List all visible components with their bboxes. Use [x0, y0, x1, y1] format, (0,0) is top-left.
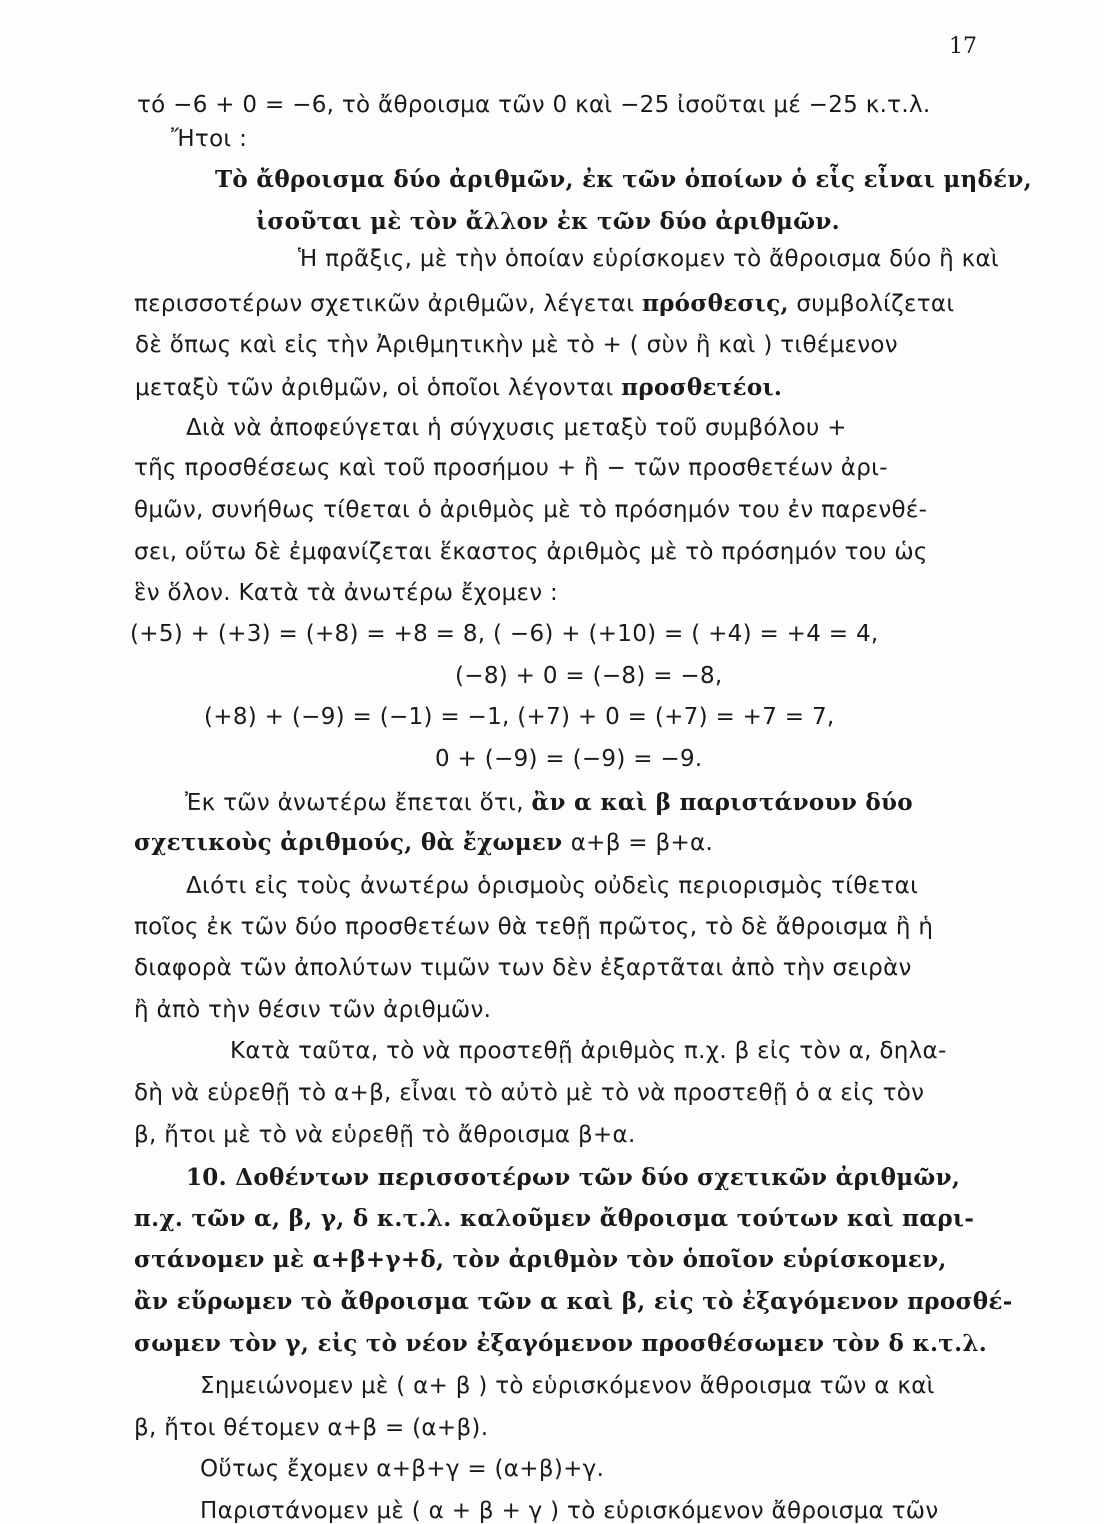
- text-span: Διότι εἰς τοὺς ἀνωτέρω ὁρισμοὺς οὐδεὶς περιορισμὸς τίθεται: [186, 873, 919, 899]
- text-span: Οὕτως ἔχομεν α+β+γ = (α+β)+γ.: [200, 1456, 605, 1482]
- text-span: α+β = β+α.: [570, 830, 714, 856]
- text-line: [134, 957, 912, 980]
- text-line: [230, 1040, 947, 1063]
- text-span: (−8) + 0 = (−8) = −8,: [455, 663, 723, 689]
- bold-text: 10.: [186, 1164, 236, 1191]
- text-line: [134, 499, 927, 522]
- text-span: Κατὰ ταῦτα, τὸ νὰ προστεθῇ ἀριθμὸς π.χ. β εἰς τὸν α, δηλα-: [230, 1038, 947, 1064]
- text-line: [134, 999, 491, 1022]
- bold-text: προσθετέοι.: [621, 374, 783, 401]
- text-line: [134, 1290, 1013, 1314]
- text-line: [134, 1082, 924, 1105]
- text-line: [134, 292, 954, 316]
- text-span: Ἡ πρᾶξις, μὲ τὴν ὁποίαν εὑρίσκομεν τὸ ἄθροισμα δύο ἢ καὶ: [298, 246, 1000, 272]
- text-line: [134, 831, 713, 855]
- text-span: (+5) + (+3) = (+8) = +8 = 8, ( −6) + (+10) = ( +4) = +4 = 4,: [130, 621, 879, 647]
- text-span: 0 + (−9) = (−9) = −9.: [435, 746, 703, 772]
- text-line: [298, 248, 999, 271]
- text-span: ἢ ἀπὸ τὴν θέσιν τῶν ἀριθμῶν.: [134, 997, 492, 1023]
- text-span: (+8) + (−9) = (−1) = −1, (+7) + 0 = (+7) = +7 = 7,: [204, 704, 835, 730]
- text-span: Διὰ νὰ ἀποφεύγεται ἡ σύγχυσις μεταξὺ τοῦ συμβόλου +: [186, 415, 847, 441]
- text-line: [186, 1166, 960, 1190]
- text-line: [134, 1124, 636, 1147]
- text-span: τῆς προσθέσεως καὶ τοῦ προσήμου + ἢ − τῶν προσθετέων ἀρι-: [134, 455, 888, 481]
- page-number: 17: [949, 34, 977, 59]
- text-span: β, ἤτοι μὲ τὸ νὰ εὑρεθῇ τὸ ἄθροισμα β+α.: [134, 1122, 636, 1148]
- text-span: θμῶν, συνήθως τίθεται ὁ ἀριθμὸς μὲ τὸ πρόσημόν του ἐν παρενθέ-: [134, 497, 928, 523]
- text-line: [130, 623, 879, 646]
- text-line: [200, 1375, 935, 1398]
- text-line: [186, 417, 847, 440]
- text-line: [135, 376, 782, 400]
- text-span: δὲ ὅπως καὶ εἰς τὴν Ἀριθμητικὴν μὲ τὸ + ( σὺν ἢ καὶ ) τιθέμενον: [135, 332, 898, 358]
- text-span: μεταξὺ τῶν ἀριθμῶν, οἱ ὁποῖοι λέγονται: [135, 375, 622, 401]
- text-line: [134, 1207, 974, 1231]
- text-line: [215, 168, 1032, 192]
- text-line: [435, 748, 703, 771]
- text-span: ποῖος ἐκ τῶν δύο προσθετέων θὰ τεθῇ πρῶτος, τὸ δὲ ἄθροισμα ἢ ἡ: [134, 914, 934, 940]
- text-span: τό −6 + 0 = −6, τὸ ἄθροισμα τῶν 0 καὶ −25 ἰσοῦται μέ −25 κ.τ.λ.: [137, 92, 931, 118]
- text-span: β, ἤτοι θέτομεν α+β = (α+β).: [134, 1415, 489, 1441]
- text-line: [185, 791, 913, 815]
- text-line: [135, 334, 898, 357]
- bold-text: στάνομεν μὲ α+β+γ+δ, τὸν ἀριθμὸν τὸν ὁποῖον εὑρίσκομεν,: [134, 1246, 947, 1273]
- text-line: [171, 128, 247, 151]
- bold-text: π.χ. τῶν α, β, γ, δ κ.τ.λ. καλοῦμεν ἄθροισμα τούτων καὶ παρι-: [134, 1205, 975, 1232]
- text-span: Παριστάνομεν μὲ ( α + β + γ ) τὸ εὑρισκόμενον ἄθροισμα τῶν: [200, 1498, 939, 1524]
- text-line: [200, 1500, 939, 1523]
- bold-text: Τὸ ἄθροισμα δύο ἀριθμῶν, ἐκ τῶν ὁποίων ὁ εἷς εἶναι μηδέν,: [215, 166, 1032, 193]
- text-span: διαφορὰ τῶν ἀπολύτων τιμῶν των δὲν ἐξαρτᾶται ἀπὸ τὴν σειρὰν: [134, 955, 912, 981]
- bold-text: ἂν α καὶ β παριστάνουν δύο: [531, 789, 913, 816]
- text-line: [134, 1332, 987, 1356]
- text-span: συμβολίζεται: [788, 291, 955, 317]
- text-line: [134, 541, 928, 564]
- text-span: Ἤτοι :: [171, 126, 248, 152]
- text-line: [455, 665, 723, 688]
- bold-text: σωμεν τὸν γ, εἰς τὸ νέον ἐξαγόμενον προσθέσωμεν τὸν δ κ.τ.λ.: [134, 1330, 988, 1357]
- bold-text: σχετικοὺς ἀριθμούς, θὰ ἔχωμεν: [134, 829, 571, 856]
- text-line: [134, 457, 888, 480]
- bold-text: ἰσοῦται μὲ τὸν ἄλλον ἐκ τῶν δύο ἀριθμῶν.: [256, 208, 840, 235]
- text-span: περισσοτέρων σχετικῶν ἀριθμῶν, λέγεται: [134, 291, 642, 317]
- text-line: [134, 1417, 488, 1440]
- bold-text: Δοθέντων περισσοτέρων τῶν δύο σχετικῶν ἀριθμῶν,: [235, 1164, 961, 1191]
- text-line: [256, 210, 840, 234]
- text-line: [204, 706, 835, 729]
- text-line: [134, 582, 558, 605]
- bold-text: ἂν εὕρωμεν τὸ ἄθροισμα τῶν α καὶ β, εἰς τὸ ἐξαγόμενον προσθέ-: [134, 1288, 1013, 1315]
- bold-text: πρόσθεσις,: [641, 290, 789, 317]
- text-span: Σημειώνομεν μὲ ( α+ β ) τὸ εὑρισκόμενον ἄθροισμα τῶν α καὶ: [200, 1373, 935, 1399]
- text-line: [134, 916, 933, 939]
- text-line: [200, 1458, 604, 1481]
- text-line: [134, 1248, 947, 1272]
- text-span: δὴ νὰ εὑρεθῇ τὸ α+β, εἶναι τὸ αὐτὸ μὲ τὸ νὰ προστεθῇ ὁ α εἰς τὸν: [134, 1080, 925, 1106]
- text-span: σει, οὕτω δὲ ἐμφανίζεται ἕκαστος ἀριθμὸς μὲ τὸ πρόσημόν του ὡς: [134, 539, 928, 565]
- text-span: Ἐκ τῶν ἀνωτέρω ἔπεται ὅτι,: [185, 790, 532, 816]
- text-line: [137, 94, 930, 117]
- text-line: [186, 875, 918, 898]
- text-span: ἓν ὅλον. Κατὰ τὰ ἀνωτέρω ἔχομεν :: [134, 580, 559, 606]
